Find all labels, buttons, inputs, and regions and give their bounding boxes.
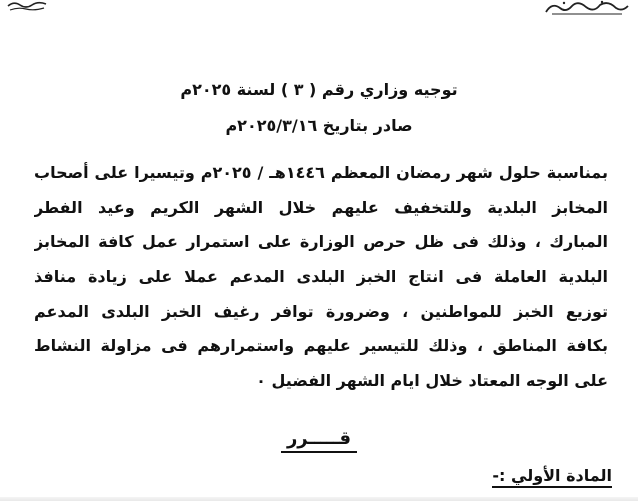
preamble-line: بمناسبة حلول شهر رمضان المعظم ١٤٤٦هـ / ٢٠٢٥م وتيسيرا على أصحاب [34, 163, 608, 182]
preamble-line: على الوجه المعتاد خلال ايام الشهر الفضيل ٠ [256, 371, 608, 391]
article-one-heading: المادة الأولي :- [492, 466, 612, 488]
issue-date: صادر بتاريخ ٢٠٢٥/٣/١٦م [225, 116, 413, 135]
decision-heading [0, 428, 638, 453]
decision-heading-text: قـــــرر [281, 428, 357, 453]
ministry-emblem-left [6, 0, 50, 12]
preamble-line: البلدية العاملة فى انتاج الخبز البلدى المدعم عملا على زيادة منافذ [34, 267, 608, 287]
preamble-line: المخابز البلدية وللتخفيف عليهم خلال الشهر الكريم وعيد الفطر [34, 197, 608, 217]
preamble-line: المبارك ، وذلك فى ظل حرص الوزارة على استمرار عمل كافة المخابز [34, 232, 608, 252]
minister-office-logo [542, 0, 632, 16]
directive-title: توجيه وزاري رقم ( ٣ ) لسنة ٢٠٢٥م [180, 80, 458, 99]
preamble-line: توزيع الخبز للمواطنين ، وضرورة توافر رغيف الخبز البلدى المدعم [34, 301, 608, 321]
preamble-text [34, 156, 608, 399]
preamble-line: بكافة المناطق ، وذلك للتيسير عليهم واستمرارهم فى مزاولة النشاط [34, 336, 608, 356]
next-line-fragment [0, 497, 638, 501]
